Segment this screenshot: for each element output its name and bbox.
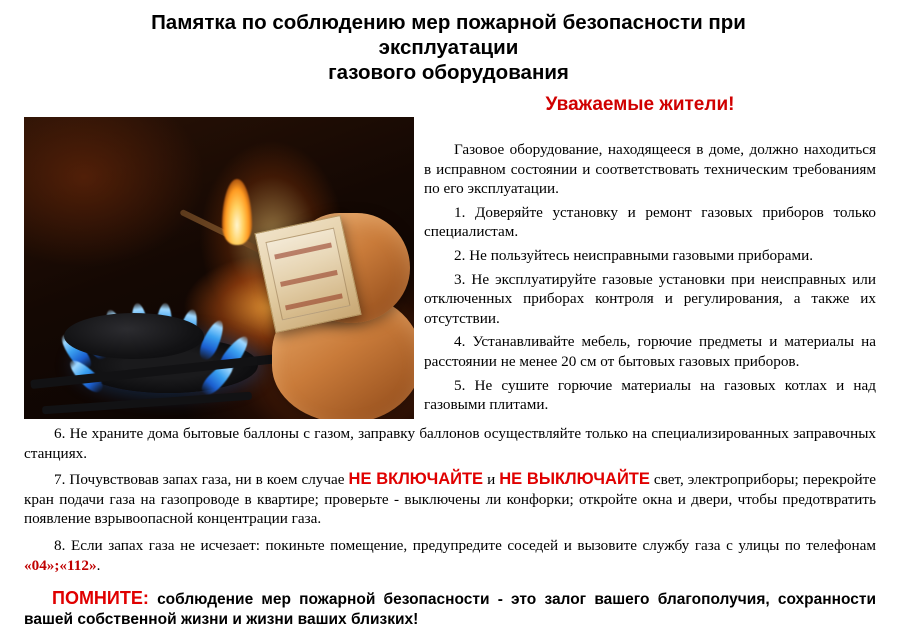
full-width-rules — [24, 424, 876, 582]
rule-item-5: 5. Не сушите горючие материалы на газовых котлах и над газовыми плитами. — [424, 376, 876, 414]
rule-item-2: 2. Не пользуйтесь неисправными газовыми приборами. — [454, 246, 814, 264]
rule8-part1: 8. Если запах газа не исчезает: покиньте помещение, предупредите соседей и вызовите службу газа с улицы по телефонам — [54, 536, 876, 554]
intro-paragraph: Газовое оборудование, находящееся в доме, должно находиться в исправном состоянии и соответствовать техническим требованиям по его эксплуатации. — [424, 141, 876, 198]
rule-item-7 — [24, 470, 876, 529]
rule-item-8 — [24, 536, 876, 575]
rule7-warning-do-not-turn-on: НЕ ВКЛЮЧАЙТЕ — [348, 470, 484, 489]
intro-and-rules-column — [424, 140, 876, 419]
remember-keyword: ПОМНИТЕ: — [52, 588, 149, 608]
page-title-line1: Памятка по соблюдению мер пожарной безопасности при эксплуатации — [151, 11, 746, 59]
gas-stove-photo — [24, 117, 414, 419]
page-title-line2: газового оборудования — [328, 61, 569, 84]
remember-text: соблюдение мер пожарной безопасности - это залог вашего благополучия, сохранности вашей собственной жизни и жизни ваших близких! — [24, 591, 876, 628]
greeting-heading: Уважаемые жители! — [545, 94, 735, 115]
burner-cap — [64, 313, 204, 359]
match-flame-icon — [222, 179, 252, 245]
rule7-mid: и — [483, 471, 500, 489]
rule8-part2: . — [96, 556, 101, 574]
rule7-part1: 7. Почувствовав запах газа, ни в коем случае — [54, 471, 349, 489]
rule-item-6: 6. Не храните дома бытовые баллоны с газом, заправку баллонов осуществляйте только на специализированных заправочных станциях. — [24, 425, 876, 462]
page-title — [0, 0, 897, 85]
rule7-part2: свет, электроприборы; перекройте кран подачи газа на газопроводе в квартире; проверьте - выключены ли конфорки; откройте окна и двери, чтобы предотвратить появление взрывоопасной концентрации газа. — [24, 471, 876, 528]
rule7-warning-do-not-turn-off: НЕ ВЫКЛЮЧАЙТЕ — [499, 470, 650, 489]
rule-item-4: 4. Устанавливайте мебель, горючие предметы и материалы на расстоянии не менее 20 см от бытовых газовых приборов. — [424, 333, 876, 370]
rule-item-1: 1. Доверяйте установку и ремонт газовых приборов только специалистам. — [424, 203, 876, 241]
remember-footer — [24, 588, 876, 630]
photo-image — [24, 117, 414, 419]
rule-item-3: 3. Не эксплуатируйте газовые установки при неисправных или отключенных приборах контроля и регулирования, а также их отсутствии. — [424, 270, 876, 327]
emergency-phone-numbers: «04»;«112» — [24, 556, 97, 574]
